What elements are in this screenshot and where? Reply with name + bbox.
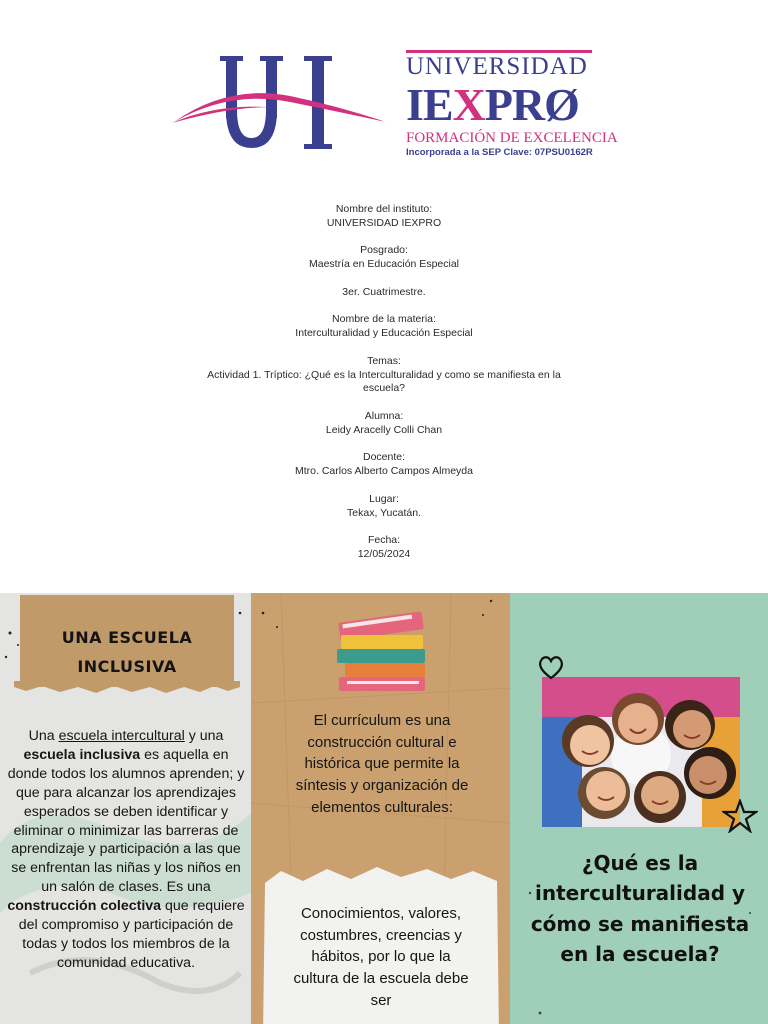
university-logo: [170, 50, 618, 170]
subject-label: Nombre de la materia:: [332, 313, 436, 326]
logo-tagline: FORMACIÓN DE EXCELENCIA: [406, 130, 618, 146]
culture-text: Conocimientos, valores, costumbres, creencias y hábitos, por lo que la cultura de la escuela debe ser: [293, 905, 469, 1009]
logo-underline: [406, 50, 592, 54]
postgrad-value: Maestría en Educación Especial: [309, 258, 459, 271]
topics-label: Temas:: [367, 354, 401, 367]
torn-edge: [14, 681, 240, 695]
date-label: Fecha:: [367, 534, 401, 547]
place-label: Lugar:: [369, 492, 399, 505]
logo-sep-note: Incorporada a la SEP Clave: 07PSU0162R: [406, 147, 593, 158]
interculturality-question: ¿Qué es la interculturalidad y cómo se manifiesta en la escuela?: [530, 851, 750, 967]
topics-value-line1: Actividad 1. Tríptico: ¿Qué es la Interculturalidad y como se manifiesta en la: [207, 368, 561, 381]
heart-doodle-icon: [536, 653, 566, 681]
panel-interculturality: [510, 593, 768, 1024]
logo-university-text: UNIVERSIDAD: [406, 53, 588, 80]
books-icon: [333, 603, 433, 695]
inclusive-school-text: Una escuela intercultural y una escuela inclusiva es aquella en donde todos los alumnos aprenden; y que para alcanzar los aprendizajes esperados se deben identificar y eliminar o minimizar las barreras de aprendizaje y participación a las que se enfrentan las niñas y los niños en un salón de clases. Es una construcción colectiva que requiere del compromiso y participación de todas y todos los miembros de la comunidad educativa.: [7, 728, 245, 971]
panel-inclusive-school: [0, 593, 251, 1024]
children-circle-photo: [542, 677, 740, 827]
subject-value: Interculturalidad y Educación Especial: [295, 327, 473, 340]
panel-curriculum: [251, 593, 510, 1024]
logo-brand-text: IEXPRØ: [406, 79, 579, 130]
triptych: [0, 593, 768, 1024]
term-value: 3er. Cuatrimestre.: [342, 285, 426, 298]
postgrad-label: Posgrado:: [360, 244, 408, 257]
teacher-value: Mtro. Carlos Alberto Campos Almeyda: [295, 465, 473, 478]
cover-info: [180, 203, 588, 576]
star-doodle-icon: [722, 799, 758, 833]
curriculum-text: El currículum es una construcción cultural e histórica que permite la síntesis y organización de elementos culturales:: [295, 712, 469, 816]
date-value: 12/05/2024: [357, 547, 411, 560]
student-label: Alumna:: [364, 409, 404, 422]
student-value: Leidy Aracelly Colli Chan: [325, 423, 443, 436]
ui-monogram-icon: [170, 50, 406, 160]
institute-label: Nombre del instituto:: [335, 203, 433, 215]
topics-value-line2: escuela?: [362, 382, 406, 395]
institute-value: UNIVERSIDAD IEXPRO: [326, 216, 442, 229]
inclusive-school-title: UNA ESCUELA INCLUSIVA: [61, 628, 193, 676]
teacher-label: Docente:: [362, 451, 406, 464]
place-value: Tekax, Yucatán.: [347, 506, 421, 519]
